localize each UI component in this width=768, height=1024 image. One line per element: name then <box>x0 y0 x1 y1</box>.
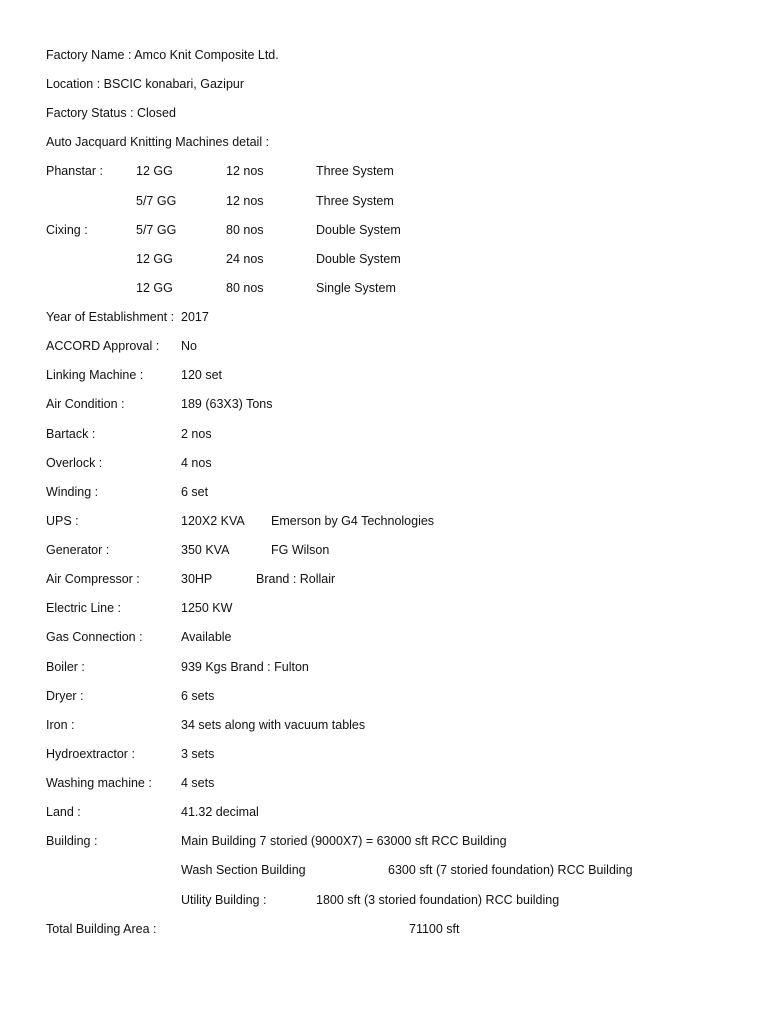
spec-value: 4 nos <box>181 456 212 470</box>
spec-label: Generator : <box>46 543 110 557</box>
spec-value: 2 nos <box>181 427 212 441</box>
spec-value: 30HP <box>181 572 213 586</box>
spec-value: 6 sets <box>181 689 215 703</box>
machine-system: Single System <box>316 281 396 295</box>
spec-label: UPS : <box>46 514 79 528</box>
spec-label: Boiler : <box>46 660 85 674</box>
spec-label: Electric Line : <box>46 601 122 615</box>
spec-value: 939 Kgs Brand : Fulton <box>181 660 309 674</box>
machine-brand: Cixing : <box>46 223 88 237</box>
machine-qty: 80 nos <box>226 223 264 237</box>
location: Location : BSCIC konabari, Gazipur <box>46 77 245 91</box>
spec-extra: Emerson by G4 Technologies <box>271 514 435 528</box>
spec-value: 4 sets <box>181 776 215 790</box>
spec-extra: Brand : Rollair <box>256 572 336 586</box>
spec-value: 6 set <box>181 485 209 499</box>
total-area-value: 71100 sft <box>409 922 460 936</box>
spec-value: 350 KVA <box>181 543 230 557</box>
machine-system: Three System <box>316 194 394 208</box>
spec-value: 1250 KW <box>181 601 233 615</box>
spec-label: Year of Establishment : <box>46 310 175 324</box>
spec-label: Linking Machine : <box>46 368 144 382</box>
machines-heading: Auto Jacquard Knitting Machines detail : <box>46 135 270 149</box>
spec-value: No <box>181 339 197 353</box>
machine-gauge: 12 GG <box>136 281 173 295</box>
building-main: Main Building 7 storied (9000X7) = 63000 sft RCC Building <box>181 834 507 848</box>
machine-system: Double System <box>316 252 401 266</box>
spec-label: Air Compressor : <box>46 572 140 586</box>
machine-system: Double System <box>316 223 401 237</box>
spec-value: 3 sets <box>181 747 215 761</box>
factory-name: Factory Name : Amco Knit Composite Ltd. <box>46 48 279 62</box>
machine-qty: 24 nos <box>226 252 264 266</box>
machine-qty: 80 nos <box>226 281 264 295</box>
spec-label: Washing machine : <box>46 776 152 790</box>
spec-value: 189 (63X3) Tons <box>181 397 273 411</box>
spec-label: Overlock : <box>46 456 103 470</box>
machine-brand: Phanstar : <box>46 164 103 178</box>
spec-value: 41.32 decimal <box>181 805 259 819</box>
machine-gauge: 12 GG <box>136 252 173 266</box>
spec-label: Air Condition : <box>46 397 125 411</box>
spec-value: 34 sets along with vacuum tables <box>181 718 366 732</box>
factory-status: Factory Status : Closed <box>46 106 176 120</box>
utility-building-name: Utility Building : <box>181 893 267 907</box>
spec-label: Land : <box>46 805 81 819</box>
spec-label: Gas Connection : <box>46 630 143 644</box>
wash-building-detail: 6300 sft (7 storied foundation) RCC Building <box>388 863 633 877</box>
spec-label: Iron : <box>46 718 75 732</box>
machine-qty: 12 nos <box>226 194 264 208</box>
spec-label: Hydroextractor : <box>46 747 135 761</box>
spec-value: 120X2 KVA <box>181 514 245 528</box>
spec-label: Bartack : <box>46 427 96 441</box>
spec-label: Dryer : <box>46 689 84 703</box>
building-label: Building : <box>46 834 98 848</box>
machine-gauge: 12 GG <box>136 164 173 178</box>
spec-value: 2017 <box>181 310 209 324</box>
machine-system: Three System <box>316 164 394 178</box>
machine-gauge: 5/7 GG <box>136 194 177 208</box>
wash-building-name: Wash Section Building <box>181 863 306 877</box>
spec-extra: FG Wilson <box>271 543 330 557</box>
machine-qty: 12 nos <box>226 164 264 178</box>
utility-building-detail: 1800 sft (3 storied foundation) RCC building <box>316 893 560 907</box>
total-area-label: Total Building Area : <box>46 922 157 936</box>
machine-gauge: 5/7 GG <box>136 223 177 237</box>
spec-value: 120 set <box>181 368 223 382</box>
spec-label: Winding : <box>46 485 99 499</box>
spec-label: ACCORD Approval : <box>46 339 160 353</box>
spec-value: Available <box>181 630 232 644</box>
